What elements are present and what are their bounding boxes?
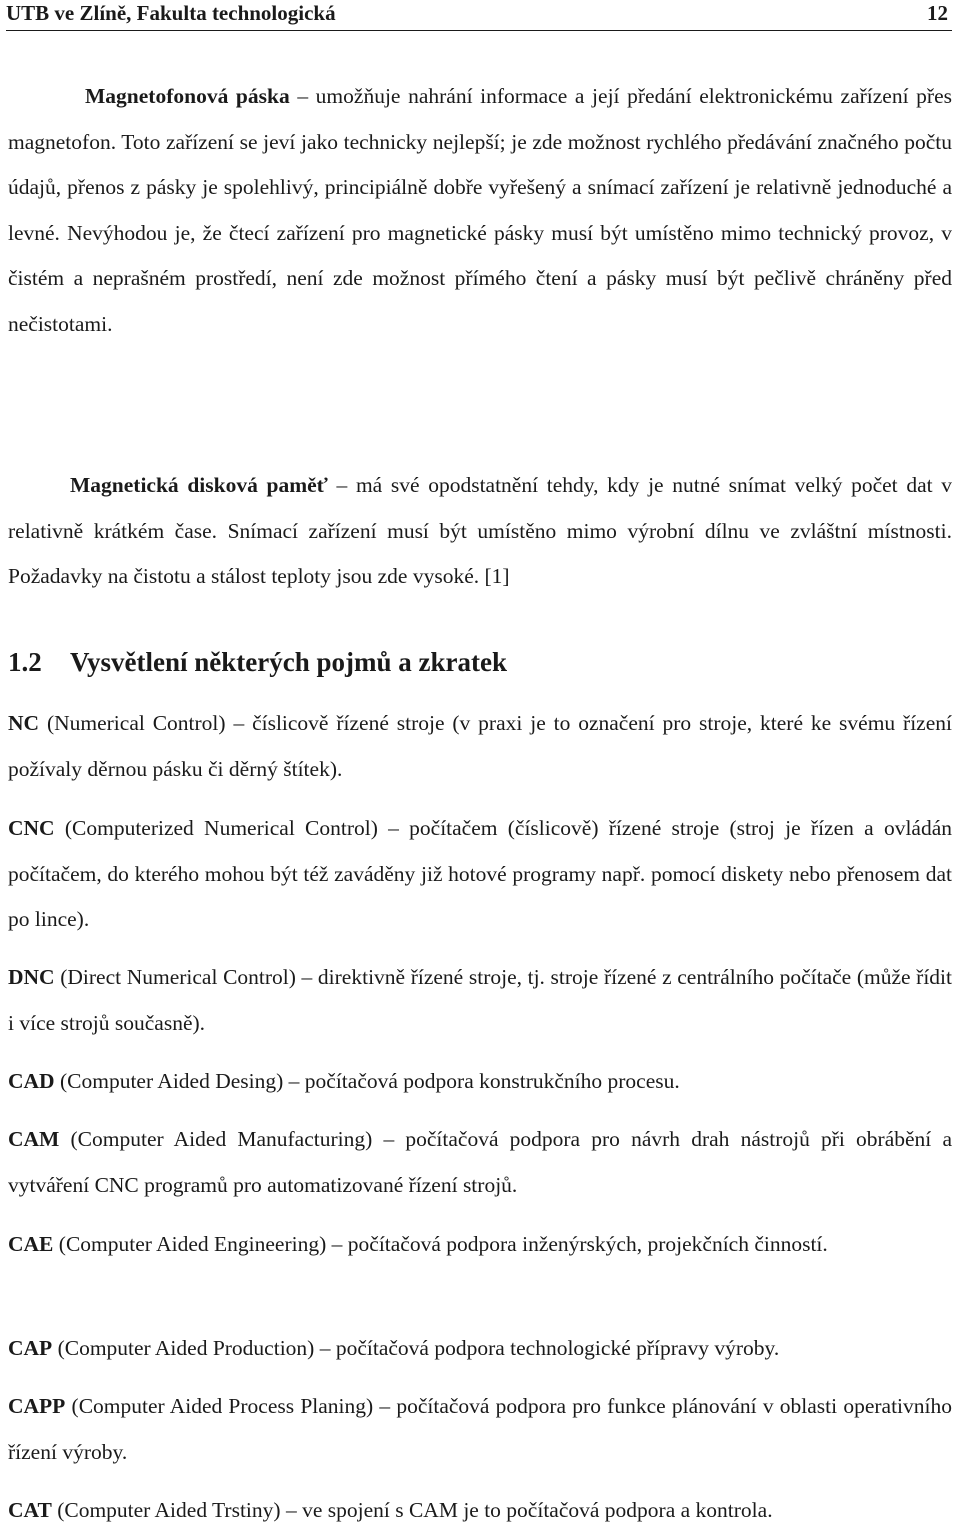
definition-term: CNC [8,816,55,840]
definition-text: (Computer Aided Engineering) – počítačová podpora inženýrských, projekčních činností. [53,1232,828,1256]
definition-text: (Computer Aided Manufacturing) – počítačová podpora pro návrh drah nástrojů při obrábění a vytváření CNC programů pro automatizované řízení strojů. [8,1127,952,1197]
paragraph-text: – má své opodstatnění tehdy, kdy je nutné snímat velký počet dat v relativně krátkém čase. Snímací zařízení musí být umístěno mimo výrobní dílnu ve zvláštní místnosti. Požadavky na čistotu a stálost teploty jsou zde vysoké. [1] [8,473,952,588]
definition-nc [8,701,952,792]
paragraph-magnetic-tape [8,74,952,347]
definition-cap [8,1326,952,1372]
definition-text: (Computerized Numerical Control) – počítačem (číslicově) řízené stroje (stroj je řízen a ovládán počítačem, do kterého mohou být též zaváděny již hotové programy např. pomocí diskety nebo přenosem dat po lince). [8,816,952,931]
section-title: Vysvětlení některých pojmů a zkratek [70,647,507,677]
definition-term: NC [8,711,40,735]
definition-text: (Computer Aided Trstiny) – ve spojení s CAM je to počítačová podpora a kontrola. [51,1498,773,1522]
definition-text: (Computer Aided Production) – počítačová podpora technologické přípravy výroby. [52,1336,780,1360]
definition-text: (Numerical Control) – číslicově řízené stroje (v praxi je to označení pro stroje, které ke svému řízení požívaly děrnou pásku či děrný štítek). [8,711,952,781]
section-number: 1.2 [8,647,42,677]
definition-capp [8,1384,952,1475]
definition-term: DNC [8,965,55,989]
section-heading [8,642,507,682]
definition-text: (Direct Numerical Control) – direktivně řízené stroje, tj. stroje řízené z centrálního počítače (může řídit i více strojů současně). [8,965,952,1035]
definition-term: CAM [8,1127,60,1151]
paragraph-magnetic-disk [8,463,952,600]
definition-cam [8,1117,952,1208]
definition-term: CAPP [8,1394,66,1418]
definition-term: CAP [8,1336,53,1360]
header-title: UTB ve Zlíně, Fakulta technologická [6,1,336,25]
term-magnetic-disk: Magnetická disková paměť [70,473,328,497]
definition-cae [8,1222,952,1268]
definition-cad [8,1059,952,1105]
definition-term: CAE [8,1232,54,1256]
page-number: 12 [927,1,948,25]
definition-cnc [8,806,952,943]
definition-dnc [8,955,952,1046]
definition-term: CAT [8,1498,52,1522]
paragraph-text: – umožňuje nahrání informace a její předání elektronickému zařízení přes magnetofon. Toto zařízení se jeví jako technicky nejlepší; je zde možnost rychlého předávání značného počtu údajů, přenos z pásky je spolehlivý, principiálně dobře vyřešený a snímací zařízení je relativně jednoduché a levné. Nevýhodou je, že čtecí zařízení pro magnetické pásky musí být umístěno mimo technický provoz, v čistém a neprašném prostředí, není zde možnost přímého čtení a pásky musí být pečlivě chráněny před nečistotami. [8,84,952,336]
definition-term: CAD [8,1069,55,1093]
running-header [6,0,952,31]
term-magnetic-tape: Magnetofonová páska [85,84,290,108]
definition-text: (Computer Aided Process Planing) – počítačová podpora pro funkce plánování v oblasti operativního řízení výroby. [8,1394,952,1464]
definition-text: (Computer Aided Desing) – počítačová podpora konstrukčního procesu. [54,1069,680,1093]
